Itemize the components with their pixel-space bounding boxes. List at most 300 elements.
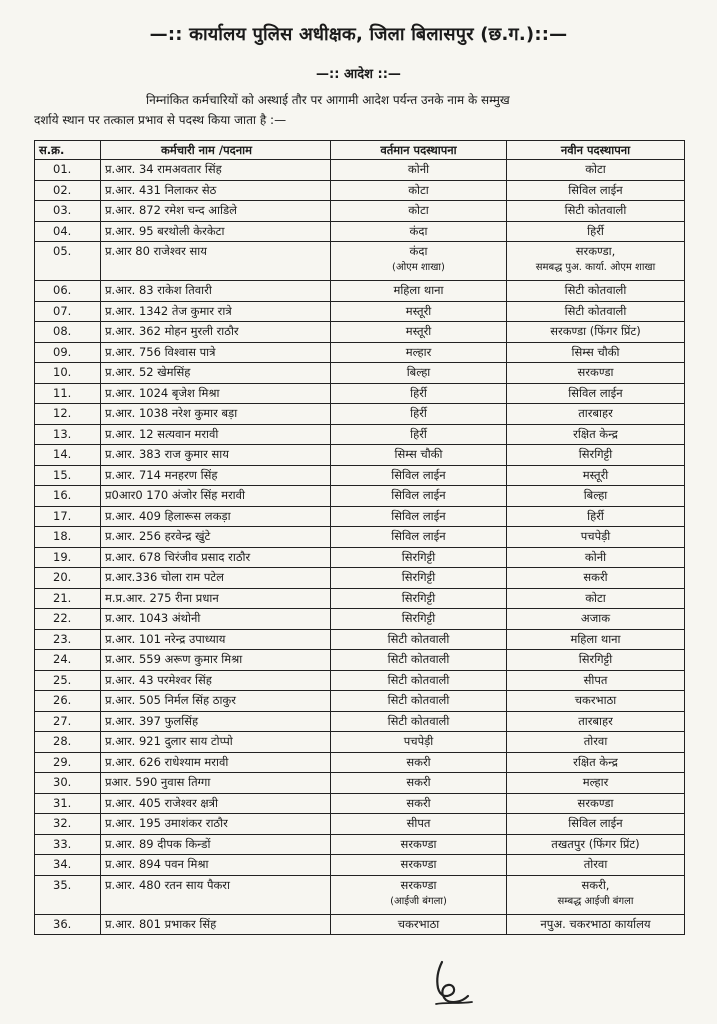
- serial-number-cell: [35, 588, 101, 609]
- table-row: [35, 629, 685, 650]
- current-posting-cell-subtext: (ओएम शाखा): [392, 262, 445, 273]
- employee-name-cell: [101, 322, 331, 343]
- new-posting-cell-text: हिर्री: [587, 508, 604, 523]
- current-posting-cell-text: सिरगिट्टी: [401, 590, 436, 605]
- employee-name-cell-text: प्र.आर. 101 नरेन्द्र उपाध्याय: [105, 631, 226, 646]
- table-row: [35, 363, 685, 384]
- serial-number-cell: [35, 711, 101, 732]
- serial-number-cell-text: 13.: [53, 426, 72, 441]
- serial-number-cell-text: 16.: [53, 488, 72, 502]
- employee-name-cell: [101, 527, 331, 548]
- employee-name-cell: [101, 301, 331, 322]
- employee-name-cell: [101, 486, 331, 507]
- serial-number-cell: [35, 855, 101, 876]
- serial-number-cell-text: 17.: [53, 508, 72, 523]
- current-posting-cell: [331, 180, 507, 201]
- table-row: [35, 486, 685, 507]
- table-row: [35, 242, 685, 281]
- employee-name-cell: [101, 588, 331, 609]
- order-heading: —:: आदेश ::—: [316, 67, 401, 82]
- serial-number-cell: [35, 629, 101, 650]
- serial-number-cell-text: 10.: [53, 365, 72, 379]
- employee-name-cell-text: प्र.आर. 801 प्रभाकर सिंह: [105, 916, 217, 931]
- new-posting-cell-text: सरकण्डा: [577, 365, 614, 379]
- table-row: [35, 670, 685, 691]
- current-posting-cell: [331, 445, 507, 466]
- serial-number-cell: [35, 834, 101, 855]
- current-posting-cell-text: सकरी: [406, 775, 431, 789]
- new-posting-cell: [507, 404, 685, 425]
- employee-name-cell-text: प्र.आर. 397 फुलसिंह: [105, 713, 199, 728]
- current-posting-cell: [331, 629, 507, 650]
- current-posting-cell: [331, 281, 507, 302]
- employee-name-cell: [101, 670, 331, 691]
- new-posting-cell-text: तोरवा: [583, 734, 608, 748]
- current-posting-cell: [331, 773, 507, 794]
- employee-name-cell: [101, 242, 331, 281]
- table-row: [35, 814, 685, 835]
- new-posting-cell-subtext: समबद्ध पुअ. कार्या. ओएम शाखा: [535, 262, 656, 273]
- current-posting-cell: [331, 793, 507, 814]
- serial-number-cell-text: 06.: [53, 283, 72, 297]
- new-posting-cell: [507, 773, 685, 794]
- employee-name-cell-text: प्र.आर. 678 चिरंजीव प्रसाद राठौर: [105, 549, 251, 564]
- new-posting-cell-text: सिविल लाईन: [568, 816, 623, 830]
- current-posting-cell: [331, 609, 507, 630]
- employee-name-cell: [101, 201, 331, 222]
- new-posting-cell: [507, 383, 685, 404]
- new-posting-cell: [507, 650, 685, 671]
- intro-paragraph: [34, 90, 684, 130]
- employee-name-cell: [101, 691, 331, 712]
- serial-number-cell-text: 03.: [53, 203, 72, 217]
- new-posting-cell: [507, 363, 685, 384]
- employee-name-cell: [101, 383, 331, 404]
- new-posting-cell-text: कोटा: [585, 590, 606, 605]
- new-posting-cell-text: सरकण्डा (फिंगर प्रिंट): [550, 324, 641, 338]
- current-posting-cell: [331, 404, 507, 425]
- serial-number-cell: [35, 180, 101, 201]
- new-posting-cell: [507, 221, 685, 242]
- table-row: [35, 691, 685, 712]
- serial-number-cell-text: 11.: [53, 385, 72, 400]
- new-posting-cell: [507, 180, 685, 201]
- current-posting-cell-text: कोटा: [408, 203, 429, 217]
- employee-name-cell: [101, 342, 331, 363]
- employee-name-cell-text: प्र.आर. 1342 तेज कुमार रात्रे: [105, 303, 232, 318]
- employee-name-cell: [101, 855, 331, 876]
- new-posting-cell: [507, 814, 685, 835]
- serial-number-cell-text: 25.: [53, 672, 72, 687]
- new-posting-cell-subtext: सम्बद्ध आईजी बंगला: [557, 895, 634, 907]
- new-posting-cell-text: तारबाहर: [578, 406, 613, 420]
- employee-name-cell: [101, 711, 331, 732]
- employee-name-cell-text: प्र.आर. 43 परमेश्वर सिंह: [105, 672, 212, 687]
- employee-name-cell: [101, 834, 331, 855]
- current-posting-cell-text: सिटी कोतवाली: [387, 713, 450, 728]
- new-posting-cell: [507, 322, 685, 343]
- serial-number-cell-text: 19.: [53, 549, 72, 564]
- new-posting-cell-text: हिर्री: [587, 223, 604, 238]
- serial-number-cell: [35, 342, 101, 363]
- employee-name-cell-text: प्र0आर0 170 अंजोर सिंह मरावी: [105, 488, 245, 502]
- serial-number-cell-text: 02.: [53, 182, 72, 197]
- current-posting-cell: [331, 242, 507, 281]
- employee-name-cell-text: प्र.आर. 921 दुलार साय टोप्पो: [105, 734, 233, 748]
- new-posting-cell: [507, 547, 685, 568]
- current-posting-cell-text: मस्तूरी: [405, 324, 432, 338]
- serial-number-cell-text: 36.: [53, 916, 72, 931]
- intro-line-2: दर्शाये स्थान पर तत्काल प्रभाव से पदस्थ किया जाता है :—: [34, 113, 287, 127]
- current-posting-cell: [331, 568, 507, 589]
- employee-name-cell-text: प्र.आर. 12 सत्यवान मरावी: [105, 426, 219, 441]
- employee-name-cell-text: प्रआर. 590 नुवास तिग्गा: [105, 775, 211, 789]
- new-posting-cell: [507, 855, 685, 876]
- new-posting-cell: [507, 445, 685, 466]
- serial-number-cell: [35, 609, 101, 630]
- new-posting-cell-text: सरकण्डा,: [575, 244, 616, 258]
- current-posting-cell-text: सिविल लाईन: [391, 488, 446, 502]
- new-posting-cell: [507, 342, 685, 363]
- current-posting-cell-text: हिर्री: [410, 385, 427, 400]
- serial-number-cell: [35, 160, 101, 181]
- employee-name-cell-text: प्र.आर. 480 रतन साय पैकरा: [105, 877, 230, 892]
- current-posting-cell: [331, 506, 507, 527]
- employee-name-cell-text: प्र.आर. 714 मनहरण सिंह: [105, 467, 218, 482]
- header-new-posting: नवीन पदस्थापना: [507, 141, 685, 160]
- current-posting-cell: [331, 834, 507, 855]
- employee-name-cell: [101, 650, 331, 671]
- table-row: [35, 588, 685, 609]
- current-posting-cell: [331, 670, 507, 691]
- intro-line-1: निम्नांकित कर्मचारियों को अस्थाई तौर पर आगामी आदेश पर्यन्त उनके नाम के सम्मुख: [146, 93, 510, 107]
- new-posting-cell: [507, 568, 685, 589]
- serial-number-cell-text: 24.: [53, 652, 72, 666]
- table-row: [35, 732, 685, 753]
- current-posting-cell: [331, 814, 507, 835]
- current-posting-cell: [331, 221, 507, 242]
- new-posting-cell: [507, 609, 685, 630]
- employee-name-cell-text: प्र.आर. 1043 अंथोनी: [105, 611, 201, 625]
- table-row: [35, 404, 685, 425]
- serial-number-cell-text: 08.: [53, 324, 72, 338]
- new-posting-cell-text: कोनी: [584, 549, 607, 564]
- current-posting-cell-text: कंदा: [409, 244, 428, 258]
- current-posting-cell-text: सरकण्डा: [400, 836, 437, 851]
- current-posting-cell-text: बिल्हा: [406, 365, 431, 379]
- current-posting-cell: [331, 424, 507, 445]
- new-posting-cell: [507, 691, 685, 712]
- serial-number-cell-text: 14.: [53, 447, 72, 461]
- table-row: [35, 322, 685, 343]
- serial-number-cell-text: 21.: [53, 590, 72, 605]
- serial-number-cell-text: 28.: [53, 734, 72, 748]
- employee-name-cell-text: प्र.आर 80 राजेश्वर साय: [105, 244, 207, 258]
- serial-number-cell: [35, 691, 101, 712]
- current-posting-cell-text: सिविल लाईन: [391, 529, 446, 543]
- current-posting-cell: [331, 363, 507, 384]
- serial-number-cell: [35, 732, 101, 753]
- new-posting-cell-text: तारबाहर: [578, 713, 613, 728]
- serial-number-cell: [35, 281, 101, 302]
- table-row: [35, 342, 685, 363]
- table-row: [35, 568, 685, 589]
- employee-name-cell-text: प्र.आर. 872 रमेश चन्द आडिले: [105, 203, 237, 217]
- current-posting-cell-text: सीपत: [406, 816, 431, 830]
- employee-name-cell: [101, 914, 331, 935]
- new-posting-cell: [507, 465, 685, 486]
- current-posting-cell: [331, 322, 507, 343]
- employee-name-cell-text: प्र.आर. 256 हरवेन्द्र खुंटे: [105, 529, 211, 543]
- table-row: [35, 160, 685, 181]
- employee-name-cell-text: प्र.आर. 756 विश्वास पात्रे: [105, 344, 216, 359]
- serial-number-cell-text: 26.: [53, 693, 72, 707]
- serial-number-cell-text: 34.: [53, 857, 72, 871]
- current-posting-cell-subtext: (आईजी बंगला): [390, 895, 447, 907]
- current-posting-cell: [331, 650, 507, 671]
- current-posting-cell-text: मल्हार: [405, 344, 432, 359]
- new-posting-cell-text: सिटी कोतवाली: [564, 303, 627, 318]
- current-posting-cell-text: सिविल लाईन: [391, 508, 446, 523]
- table-body: [35, 160, 685, 935]
- table-row: [35, 752, 685, 773]
- current-posting-cell: [331, 875, 507, 914]
- new-posting-cell: [507, 588, 685, 609]
- employee-name-cell: [101, 465, 331, 486]
- serial-number-cell: [35, 793, 101, 814]
- new-posting-cell-text: सिविल लाईन: [568, 385, 623, 400]
- new-posting-cell-text: सकरी,: [581, 877, 610, 892]
- table-header-row: [35, 141, 685, 160]
- employee-name-cell: [101, 506, 331, 527]
- table-row: [35, 180, 685, 201]
- current-posting-cell: [331, 201, 507, 222]
- new-posting-cell-text: मल्हार: [582, 775, 609, 789]
- serial-number-cell-text: 04.: [53, 223, 72, 238]
- new-posting-cell-text: पचपेड़ी: [580, 529, 611, 543]
- current-posting-cell: [331, 711, 507, 732]
- new-posting-cell-text: सरकण्डा: [577, 795, 614, 810]
- serial-number-cell: [35, 424, 101, 445]
- employee-name-cell: [101, 732, 331, 753]
- table-row: [35, 547, 685, 568]
- employee-name-cell: [101, 629, 331, 650]
- new-posting-cell: [507, 875, 685, 914]
- current-posting-cell-text: मस्तूरी: [405, 303, 432, 318]
- new-posting-cell: [507, 914, 685, 935]
- employee-name-cell-text: प्र.आर. 626 राधेश्याम मरावी: [105, 754, 229, 769]
- office-title: —:: कार्यालय पुलिस अधीक्षक, जिला बिलासपुर (छ.ग.)::—: [149, 24, 568, 45]
- serial-number-cell-text: 15.: [53, 467, 72, 482]
- serial-number-cell: [35, 242, 101, 281]
- current-posting-cell-text: महिला थाना: [393, 283, 444, 297]
- serial-number-cell-text: 18.: [53, 529, 72, 543]
- current-posting-cell-text: सकरी: [406, 795, 431, 810]
- employee-name-cell-text: प्र.आर. 83 राकेश तिवारी: [105, 283, 212, 297]
- new-posting-cell-text: सिटी कोतवाली: [564, 283, 627, 297]
- serial-number-cell: [35, 752, 101, 773]
- new-posting-cell: [507, 281, 685, 302]
- serial-number-cell: [35, 445, 101, 466]
- current-posting-cell-text: सिटी कोतवाली: [387, 693, 450, 707]
- new-posting-cell-text: सिरगिट्टी: [578, 652, 613, 666]
- serial-number-cell: [35, 404, 101, 425]
- current-posting-cell: [331, 588, 507, 609]
- new-posting-cell-text: नपुअ. चकरभाठा कार्यालय: [540, 916, 651, 931]
- new-posting-cell-text: मस्तूरी: [582, 467, 609, 482]
- current-posting-cell: [331, 547, 507, 568]
- current-posting-cell-text: सरकण्डा: [400, 857, 437, 871]
- employee-name-cell: [101, 160, 331, 181]
- serial-number-cell: [35, 221, 101, 242]
- employee-name-cell: [101, 568, 331, 589]
- current-posting-cell-text: सिटी कोतवाली: [387, 652, 450, 666]
- new-posting-cell-text: सिरगिट्टी: [578, 447, 613, 461]
- table-row: [35, 281, 685, 302]
- table-row: [35, 855, 685, 876]
- current-posting-cell-text: हिर्री: [410, 426, 427, 441]
- current-posting-cell-text: कोनी: [407, 162, 430, 176]
- current-posting-cell: [331, 691, 507, 712]
- employee-name-cell-text: प्र.आर.336 चोला राम पटेल: [105, 570, 224, 584]
- current-posting-cell: [331, 914, 507, 935]
- serial-number-cell: [35, 486, 101, 507]
- header-serial: स.क्र.: [35, 141, 101, 160]
- current-posting-cell-text: सिरगिट्टी: [401, 570, 436, 584]
- serial-number-cell: [35, 506, 101, 527]
- table-row: [35, 711, 685, 732]
- serial-number-cell-text: 01.: [53, 162, 72, 176]
- new-posting-cell-text: अजाक: [580, 611, 611, 625]
- new-posting-cell: [507, 424, 685, 445]
- employee-name-cell-text: प्र.आर. 1024 बृजेश मिश्रा: [105, 385, 220, 400]
- employee-name-cell-text: प्र.आर. 405 राजेश्वर क्षत्री: [105, 795, 218, 810]
- new-posting-cell: [507, 670, 685, 691]
- current-posting-cell-text: पचपेड़ी: [403, 734, 434, 748]
- serial-number-cell: [35, 322, 101, 343]
- new-posting-cell: [507, 793, 685, 814]
- current-posting-cell: [331, 732, 507, 753]
- new-posting-cell-text: तखतपुर (फिंगर प्रिंट): [551, 836, 640, 851]
- current-posting-cell: [331, 855, 507, 876]
- employee-name-cell-text: प्र.आर. 34 रामअवतार सिंह: [105, 162, 222, 176]
- current-posting-cell: [331, 383, 507, 404]
- serial-number-cell-text: 05.: [53, 244, 72, 258]
- new-posting-cell-text: चकरभाठा: [574, 693, 617, 707]
- serial-number-cell: [35, 547, 101, 568]
- table-row: [35, 875, 685, 914]
- current-posting-cell: [331, 465, 507, 486]
- serial-number-cell-text: 20.: [53, 570, 72, 584]
- table-row: [35, 914, 685, 935]
- new-posting-cell: [507, 711, 685, 732]
- serial-number-cell-text: 31.: [53, 795, 72, 810]
- current-posting-cell-text: चकरभाठा: [397, 916, 440, 931]
- current-posting-cell: [331, 527, 507, 548]
- serial-number-cell: [35, 527, 101, 548]
- serial-number-cell: [35, 670, 101, 691]
- new-posting-cell-text: सिटी कोतवाली: [564, 203, 627, 217]
- serial-number-cell-text: 09.: [53, 344, 72, 359]
- current-posting-cell: [331, 752, 507, 773]
- employee-name-cell-text: प्र.आर. 505 निर्मल सिंह ठाकुर: [105, 693, 236, 707]
- employee-name-cell-text: म.प्र.आर. 275 रीना प्रधान: [105, 590, 219, 605]
- serial-number-cell: [35, 773, 101, 794]
- serial-number-cell-text: 27.: [53, 713, 72, 728]
- new-posting-cell: [507, 301, 685, 322]
- new-posting-cell: [507, 527, 685, 548]
- serial-number-cell-text: 07.: [53, 303, 72, 318]
- employee-name-cell: [101, 445, 331, 466]
- employee-name-cell-text: प्र.आर. 431 निलाकर सेठ: [105, 182, 217, 197]
- current-posting-cell-text: सकरी: [406, 754, 431, 769]
- employee-name-cell-text: प्र.आर. 195 उमाशंकर राठौर: [105, 816, 228, 830]
- employee-name-cell: [101, 363, 331, 384]
- employee-name-cell-text: प्र.आर. 383 राज कुमार साय: [105, 447, 229, 461]
- serial-number-cell-text: 12.: [53, 406, 72, 420]
- new-posting-cell: [507, 242, 685, 281]
- current-posting-cell-text: सरकण्डा: [400, 877, 437, 892]
- employee-name-cell-text: प्र.आर. 95 बरथोली केरकेटा: [105, 223, 225, 238]
- employee-name-cell: [101, 875, 331, 914]
- current-posting-cell-text: हिर्री: [410, 406, 427, 420]
- current-posting-cell: [331, 342, 507, 363]
- table-row: [35, 424, 685, 445]
- new-posting-cell: [507, 732, 685, 753]
- new-posting-cell: [507, 160, 685, 181]
- employee-name-cell: [101, 180, 331, 201]
- current-posting-cell-text: सिरगिट्टी: [401, 611, 436, 625]
- serial-number-cell-text: 29.: [53, 754, 72, 769]
- current-posting-cell-text: कोटा: [408, 182, 429, 197]
- serial-number-cell: [35, 465, 101, 486]
- current-posting-cell-text: सिरगिट्टी: [401, 549, 436, 564]
- current-posting-cell-text: सिटी कोतवाली: [387, 672, 450, 687]
- employee-name-cell: [101, 752, 331, 773]
- serial-number-cell-text: 23.: [53, 631, 72, 646]
- new-posting-cell-text: सीपत: [583, 672, 608, 687]
- employee-name-cell: [101, 424, 331, 445]
- new-posting-cell: [507, 486, 685, 507]
- table-row: [35, 383, 685, 404]
- table-row: [35, 834, 685, 855]
- serial-number-cell: [35, 914, 101, 935]
- serial-number-cell: [35, 814, 101, 835]
- table-row: [35, 793, 685, 814]
- serial-number-cell-text: 30.: [53, 775, 72, 789]
- employee-name-cell-text: प्र.आर. 89 दीपक किन्डों: [105, 836, 211, 851]
- serial-number-cell: [35, 301, 101, 322]
- serial-number-cell: [35, 875, 101, 914]
- new-posting-cell: [507, 834, 685, 855]
- new-posting-cell: [507, 201, 685, 222]
- new-posting-cell-text: कोटा: [585, 162, 606, 176]
- serial-number-cell-text: 35.: [53, 877, 72, 892]
- new-posting-cell-text: सकरी: [583, 570, 608, 584]
- new-posting-cell: [507, 506, 685, 527]
- current-posting-cell-text: कंदा: [409, 223, 428, 238]
- table-row: [35, 527, 685, 548]
- current-posting-cell-text: सिटी कोतवाली: [387, 631, 450, 646]
- serial-number-cell: [35, 383, 101, 404]
- employee-name-cell-text: प्र.आर. 362 मोहन मुरली राठौर: [105, 324, 239, 338]
- table-row: [35, 201, 685, 222]
- employee-name-cell: [101, 773, 331, 794]
- new-posting-cell-text: सिम्स चौकी: [571, 344, 620, 359]
- employee-name-cell: [101, 814, 331, 835]
- table-row: [35, 445, 685, 466]
- employee-name-cell: [101, 547, 331, 568]
